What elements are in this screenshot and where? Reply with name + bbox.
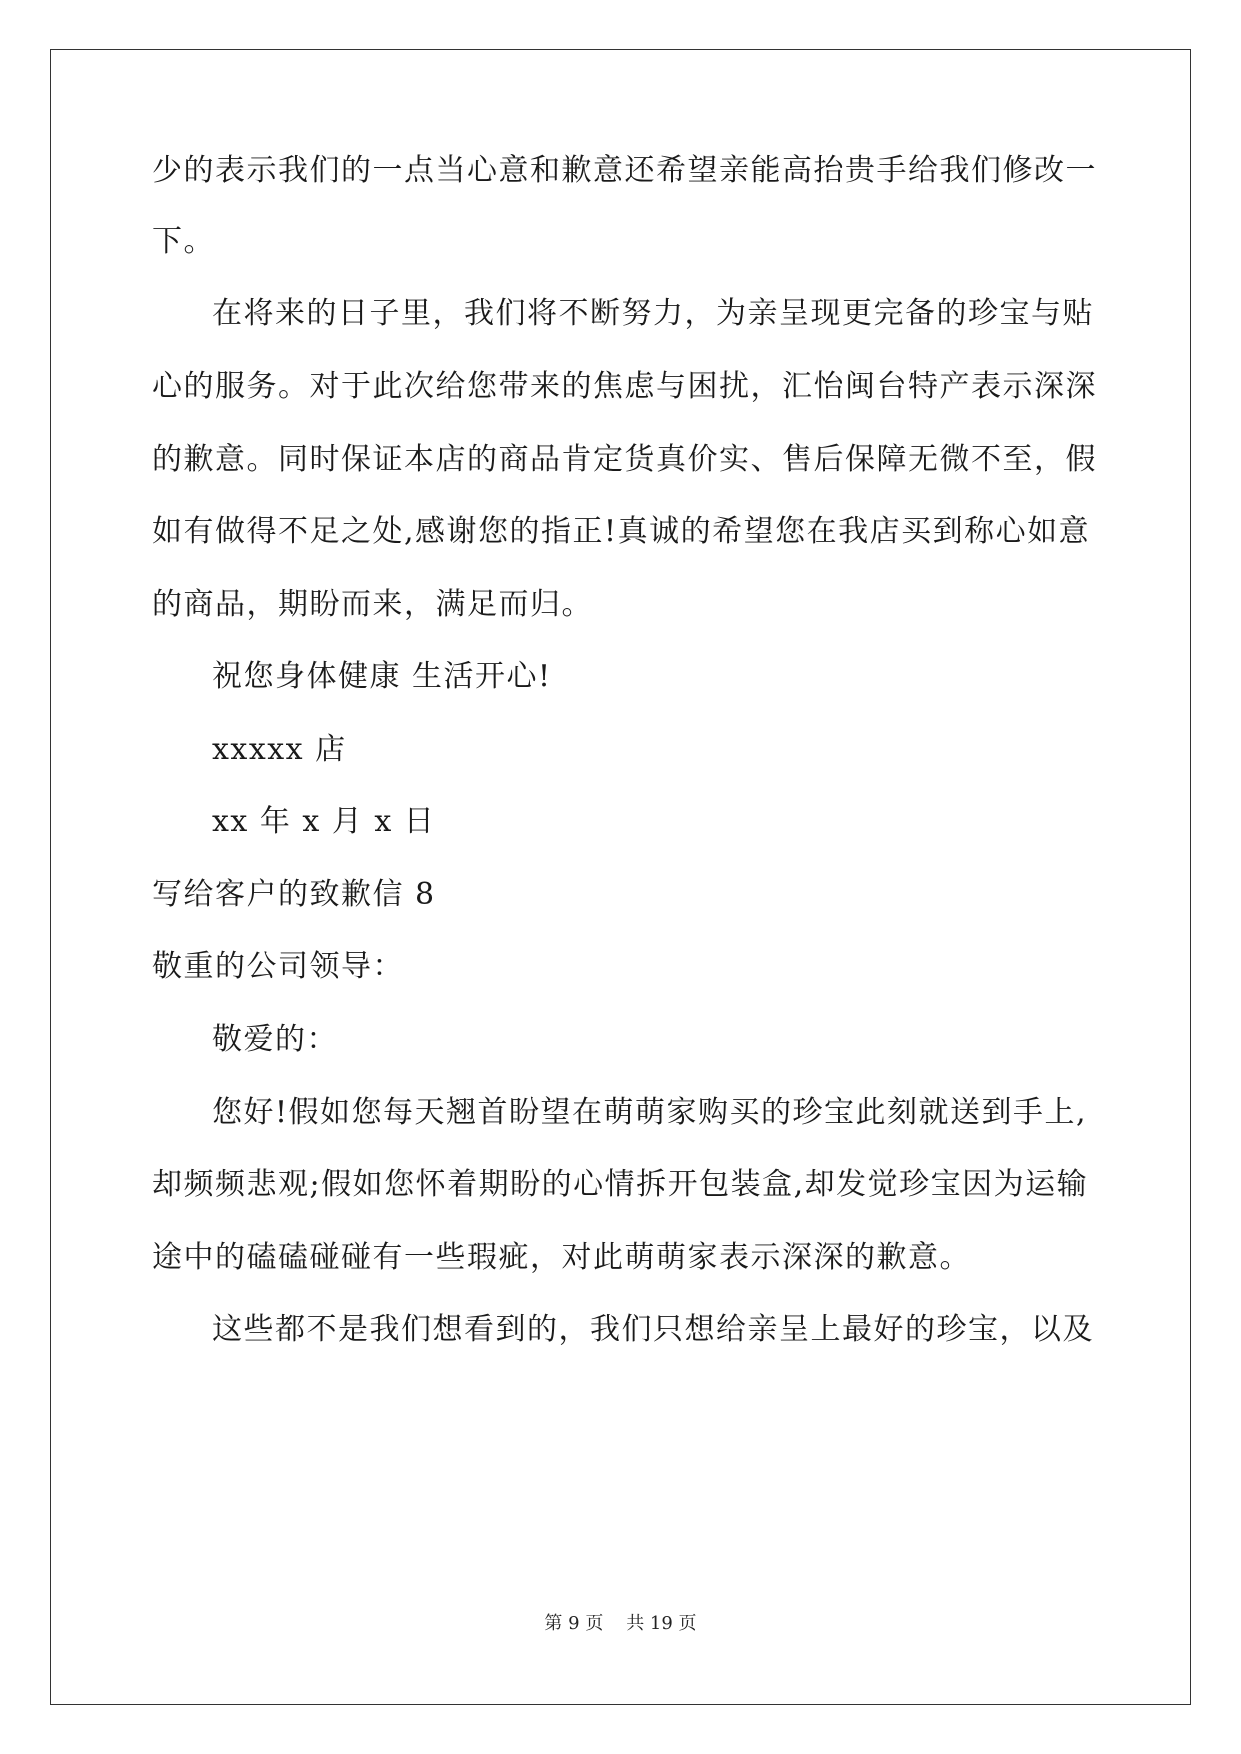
body-line-7: 的商品，期盼而来，满足而归。 xyxy=(152,587,593,622)
body-line-16: 途中的磕磕碰碰有一些瑕疵，对此萌萌家表示深深的歉意。 xyxy=(152,1240,971,1275)
signature-date: xx 年 x 月 x 日 xyxy=(212,804,436,839)
body-line-2: 下。 xyxy=(152,224,215,259)
signature-store: xxxxx 店 xyxy=(212,732,347,767)
body-line-14: 您好!假如您每天翘首盼望在萌萌家购买的珍宝此刻就送到手上, xyxy=(212,1095,1088,1130)
salutation: 敬重的公司领导： xyxy=(152,949,404,984)
body-line-17: 这些都不是我们想看到的，我们只想给亲呈上最好的珍宝，以及 xyxy=(212,1312,1094,1347)
body-line-15: 却频频悲观;假如您怀着期盼的心情拆开包装盒,却发觉珍宝因为运输 xyxy=(152,1167,1089,1202)
body-line-6: 如有做得不足之处,感谢您的指正!真诚的希望您在我店买到称心如意 xyxy=(152,514,1091,549)
closing-wish: 祝您身体健康 生活开心! xyxy=(212,659,552,694)
body-line-1: 少的表示我们的一点当心意和歉意还希望亲能高抬贵手给我们修改一 xyxy=(152,153,1097,188)
body-line-5: 的歉意。同时保证本店的商品肯定货真价实、售后保障无微不至，假 xyxy=(152,442,1097,477)
section-title: 写给客户的致歉信 8 xyxy=(152,877,436,912)
salutation-secondary: 敬爱的： xyxy=(212,1022,338,1057)
body-line-4: 心的服务。对于此次给您带来的焦虑与困扰，汇怡闽台特产表示深深 xyxy=(152,369,1097,404)
body-line-3: 在将来的日子里，我们将不断努力，为亲呈现更完备的珍宝与贴 xyxy=(212,296,1094,331)
page-number-footer: 第 9 页 共 19 页 xyxy=(544,1613,697,1634)
